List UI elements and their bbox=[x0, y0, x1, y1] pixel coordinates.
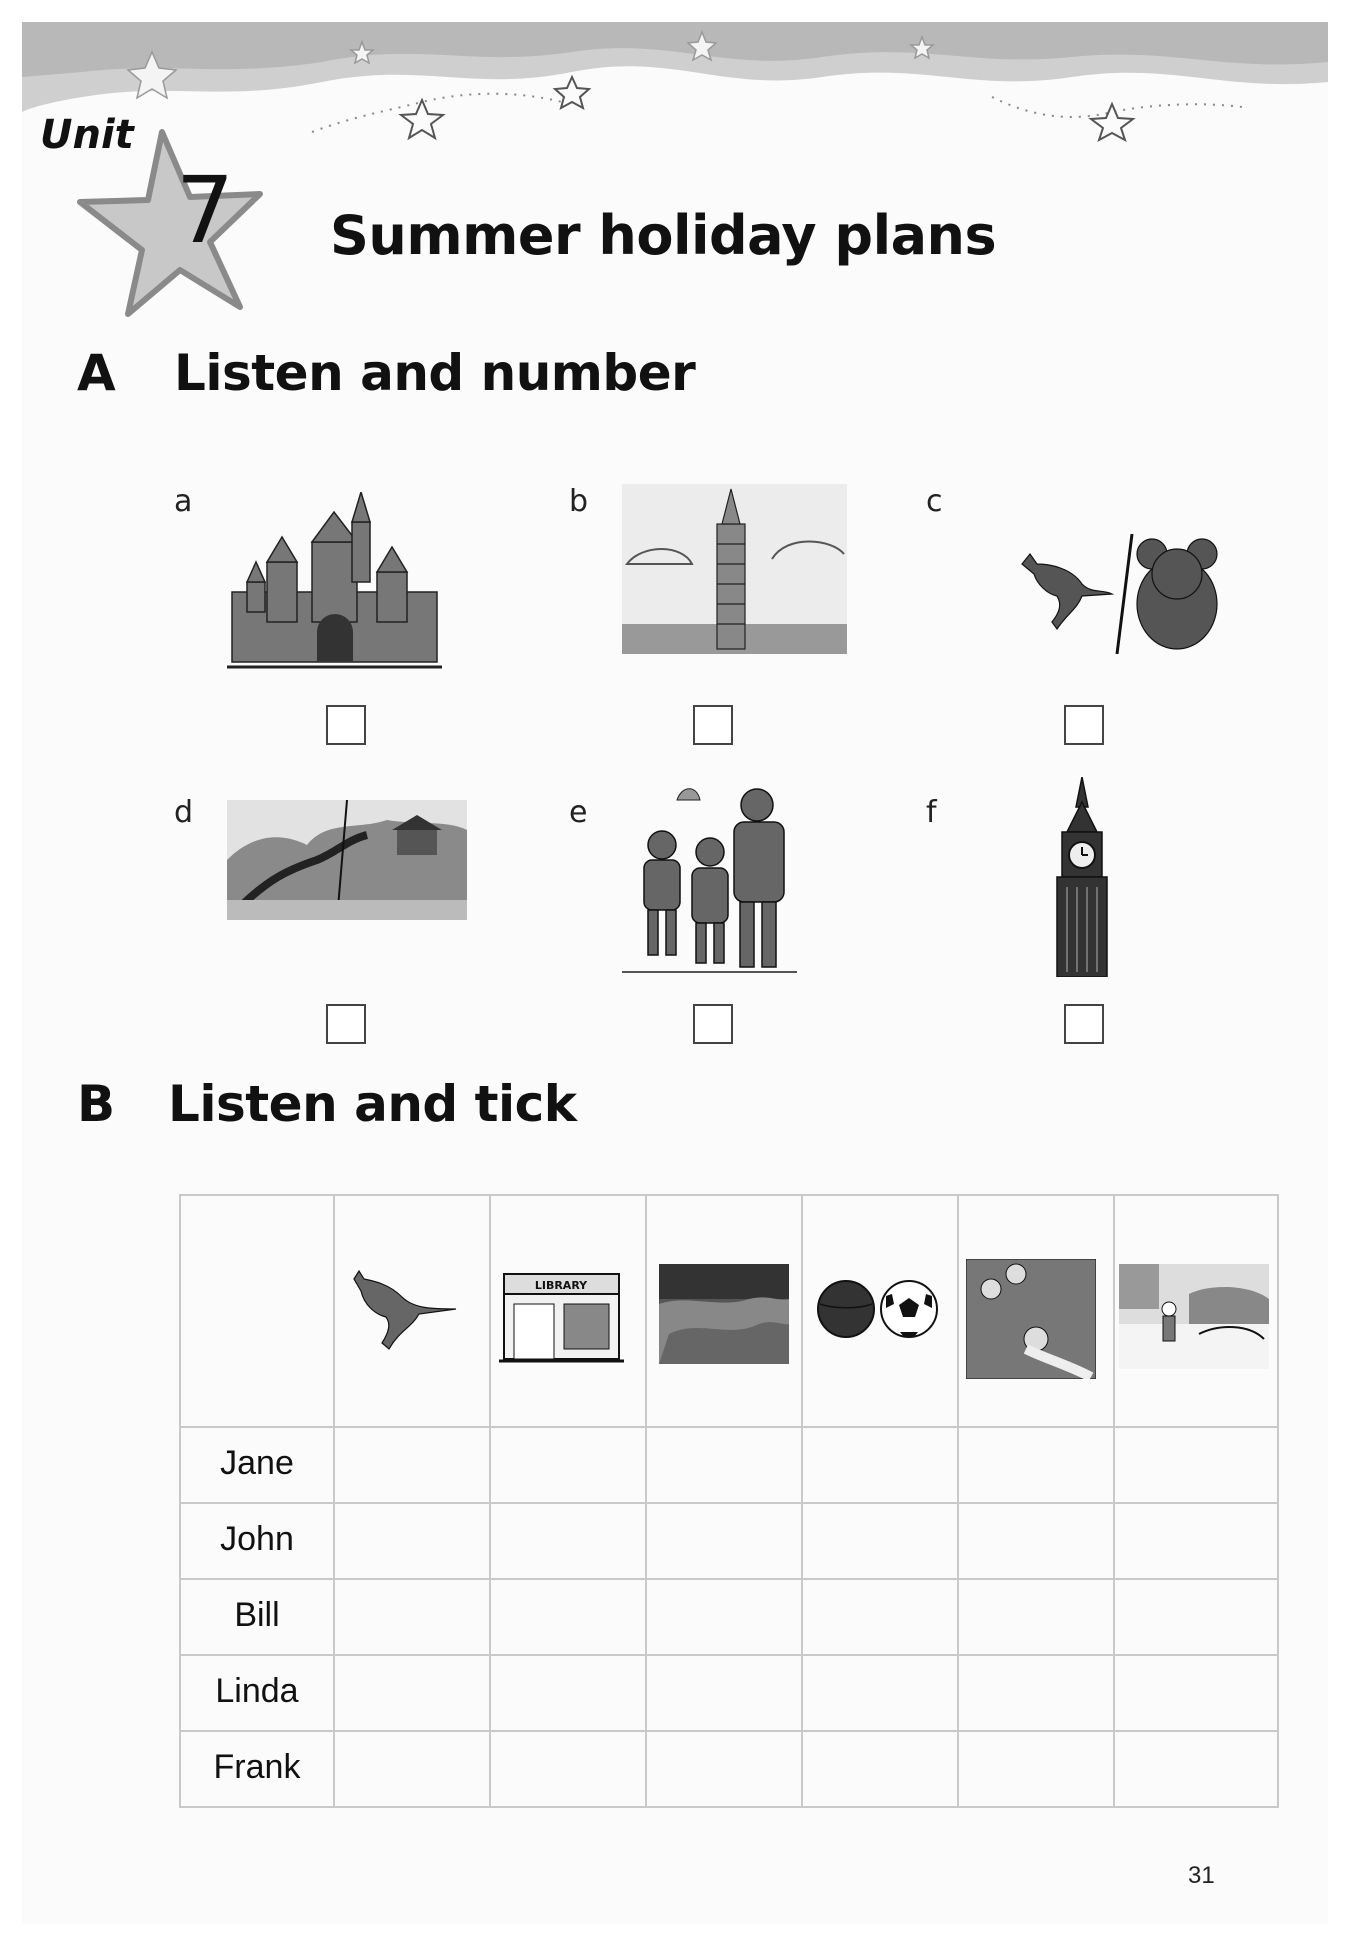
answer-box-c[interactable] bbox=[1064, 705, 1104, 745]
tick-cell[interactable] bbox=[960, 1657, 1110, 1729]
table-col-divider bbox=[489, 1194, 491, 1808]
answer-box-b[interactable] bbox=[693, 705, 733, 745]
table-col-divider bbox=[957, 1194, 959, 1808]
tick-cell[interactable] bbox=[492, 1505, 642, 1577]
tick-cell[interactable] bbox=[492, 1657, 642, 1729]
answer-box-a[interactable] bbox=[326, 705, 366, 745]
table-col-divider bbox=[1277, 1194, 1279, 1808]
big-ben-icon bbox=[1042, 777, 1122, 977]
library-sign-text: LIBRARY bbox=[534, 1279, 588, 1292]
beach-scene-icon bbox=[1119, 1264, 1269, 1369]
section-a-letter: A bbox=[77, 344, 116, 402]
item-letter-c: c bbox=[926, 484, 943, 519]
tick-cell[interactable] bbox=[336, 1505, 486, 1577]
page-number: 31 bbox=[1188, 1862, 1215, 1889]
tick-cell[interactable] bbox=[336, 1581, 486, 1653]
page-title: Summer holiday plans bbox=[330, 204, 997, 267]
kangaroo-icon bbox=[344, 1269, 464, 1359]
tick-cell[interactable] bbox=[1116, 1733, 1266, 1805]
section-b-title: Listen and tick bbox=[168, 1075, 577, 1133]
section-a-title: Listen and number bbox=[174, 344, 696, 402]
table-col-divider bbox=[1113, 1194, 1115, 1808]
table-col-divider bbox=[801, 1194, 803, 1808]
balls-icon bbox=[814, 1274, 944, 1344]
tick-cell[interactable] bbox=[960, 1505, 1110, 1577]
tick-cell[interactable] bbox=[492, 1581, 642, 1653]
table-col-divider bbox=[333, 1194, 335, 1808]
item-letter-b: b bbox=[569, 484, 589, 519]
tick-cell[interactable] bbox=[492, 1429, 642, 1501]
canyon-photo bbox=[659, 1264, 789, 1364]
item-letter-f: f bbox=[926, 795, 937, 830]
tick-cell[interactable] bbox=[1116, 1657, 1266, 1729]
tick-cell[interactable] bbox=[336, 1657, 486, 1729]
tower-icon bbox=[622, 484, 847, 654]
tick-cell[interactable] bbox=[648, 1505, 798, 1577]
tick-cell[interactable] bbox=[1116, 1505, 1266, 1577]
tick-cell[interactable] bbox=[648, 1581, 798, 1653]
student-name-frank: Frank bbox=[213, 1748, 301, 1786]
fruit-tree-icon bbox=[966, 1259, 1096, 1379]
tick-cell[interactable] bbox=[492, 1733, 642, 1805]
answer-box-f[interactable] bbox=[1064, 1004, 1104, 1044]
tick-cell[interactable] bbox=[804, 1505, 954, 1577]
table-col-divider bbox=[645, 1194, 647, 1808]
table-col-divider bbox=[179, 1194, 181, 1808]
tick-cell[interactable] bbox=[336, 1429, 486, 1501]
kangaroo-koala-icon bbox=[1012, 534, 1232, 654]
tick-cell[interactable] bbox=[336, 1733, 486, 1805]
great-wall-icon bbox=[227, 800, 467, 920]
item-letter-a: a bbox=[174, 484, 193, 519]
library-icon bbox=[499, 1269, 624, 1364]
tick-cell[interactable] bbox=[648, 1429, 798, 1501]
castle-icon bbox=[227, 492, 442, 672]
student-name-jane: Jane bbox=[220, 1444, 294, 1482]
tick-cell[interactable] bbox=[804, 1733, 954, 1805]
student-name-john: John bbox=[220, 1520, 294, 1558]
student-name-bill: Bill bbox=[234, 1596, 280, 1634]
tick-cell[interactable] bbox=[1116, 1581, 1266, 1653]
student-name-linda: Linda bbox=[215, 1672, 299, 1710]
tick-cell[interactable] bbox=[804, 1429, 954, 1501]
unit-number: 7 bbox=[175, 157, 235, 264]
section-b-letter: B bbox=[77, 1075, 116, 1133]
item-letter-e: e bbox=[569, 795, 588, 830]
tick-cell[interactable] bbox=[648, 1657, 798, 1729]
item-letter-d: d bbox=[174, 795, 194, 830]
snow-family-icon bbox=[622, 780, 797, 980]
answer-box-d[interactable] bbox=[326, 1004, 366, 1044]
unit-label: Unit bbox=[40, 112, 134, 158]
workbook-page bbox=[22, 22, 1328, 1924]
tick-cell[interactable] bbox=[804, 1581, 954, 1653]
tick-cell[interactable] bbox=[804, 1657, 954, 1729]
tick-cell[interactable] bbox=[960, 1733, 1110, 1805]
tick-cell[interactable] bbox=[648, 1733, 798, 1805]
tick-cell[interactable] bbox=[960, 1581, 1110, 1653]
tick-cell[interactable] bbox=[960, 1429, 1110, 1501]
answer-box-e[interactable] bbox=[693, 1004, 733, 1044]
tick-cell[interactable] bbox=[1116, 1429, 1266, 1501]
